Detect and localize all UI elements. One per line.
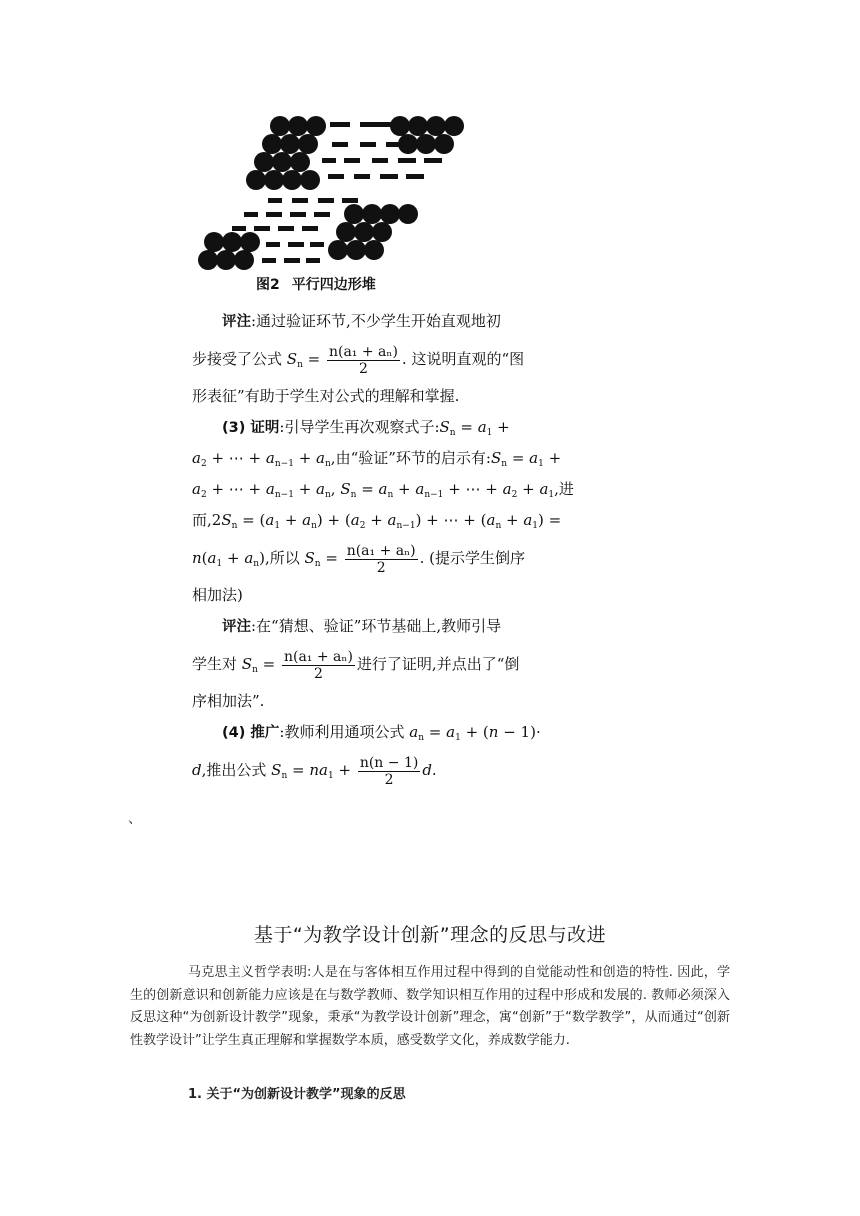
article-title: 基于“为教学设计创新”理念的反思与改进 bbox=[253, 924, 607, 946]
scanned-text bbox=[192, 306, 584, 792]
proof-line1: (3) 证明:引导学生再次观察式子$:S_n = a_1$ + bbox=[222, 418, 510, 438]
proof-line2: $a_2$ + ⋯ + $a_{n-1} + a_n$,由“验证”环节的启示有$:S_n = a_1$ + bbox=[192, 449, 562, 469]
figure-caption bbox=[256, 274, 388, 294]
comment1-line1: 评注:通过验证环节,不少学生开始直观地初 bbox=[222, 312, 501, 330]
comment2-line3: 序相加法”. bbox=[192, 692, 265, 710]
figure-number: 图2 bbox=[256, 277, 280, 293]
parallelogram-pile-figure bbox=[192, 108, 584, 278]
extension-line1: (4) 推广:教师利用通项公式 $a_n = a_1 + (n - 1)\cdot$ bbox=[222, 723, 541, 743]
proof-line5: $n(a_1 + a_n)$,所以 $S_n$ = $\frac{\text{n(a₁ + aₙ)}}{2}$ . (提示学生倒序 bbox=[192, 542, 526, 576]
proof-line4: 而$,2S_n = (a_1 + a_n) + (a_2 + a_{n-1})$ + ⋯ + $(a_n + a_1)$ = bbox=[192, 511, 562, 531]
extension-line2: d,推出公式 $S_n = na_1$ + $\frac{n(n - 1)}{2}$ d. bbox=[192, 754, 437, 788]
stray-tick-mark: 、 bbox=[128, 811, 142, 827]
comment2-line2: 学生对 $S_n$ = $\frac{\text{n(a₁ + aₙ)}}{2}$ 进行了证明,并点出了“倒 bbox=[192, 648, 520, 682]
comment2-line1: 评注:在“猜想、验证”环节基础上,教师引导 bbox=[222, 617, 502, 635]
proof-line6: 相加法) bbox=[192, 586, 243, 604]
proof-line3: $a_2$ + ⋯ + $a_{n-1} + a_n$, $S_n = a_n + a_{n-1}$ + ⋯ + $a_2 + a_1$,进 bbox=[192, 480, 574, 500]
comment1-line3: 形表征”有助于学生对公式的理解和掌握. bbox=[192, 387, 460, 405]
scanned-figure-block bbox=[192, 108, 584, 788]
comment1-line2: 步接受了公式 $S_n$ = $\frac{\text{n(a₁ + aₙ)}}{2}$ . 这说明直观的“图 bbox=[192, 343, 525, 377]
figure-title: 平行四边形堆 bbox=[291, 277, 376, 293]
section-heading: 1. 关于“为创新设计教学”现象的反思 bbox=[188, 1087, 406, 1102]
article-body-paragraph: 马克思主义哲学表明:人是在与客体相互作用过程中得到的自觉能动性和创造的特性. 因此，学生的创新意识和创新能力应该是在与数学教师、数学知识相互作用的过程中形成和发展的. 教师必须深入反思这种“为创新设计教学”现象，秉承“为教学设计创新”理念，寓“创新”于“数学教学”，从而通过“创新性教学设计”让学生真正理解和掌握数学本质，感受数学文化，养成数学能力. bbox=[130, 965, 730, 1048]
